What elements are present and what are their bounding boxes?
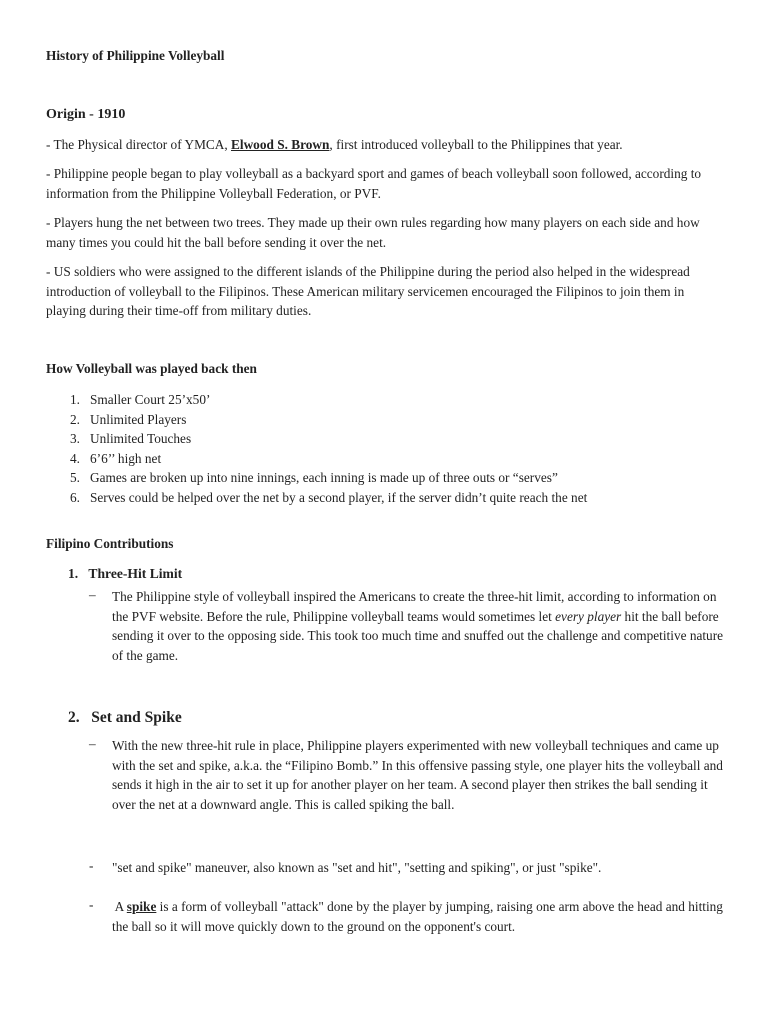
list-number: 4. — [70, 450, 80, 466]
contribution-2-bullet-3 — [112, 897, 724, 936]
list-text: 6’6’’ high net — [90, 450, 162, 466]
played-list — [46, 390, 726, 507]
list-number: 6. — [70, 489, 80, 505]
origin-paragraph-3: - Players hung the net between two trees. They made up their own rules regarding how many players on each side and how many times you could hit the ball before sending it over the net. — [46, 215, 700, 250]
spike-term: spike — [126, 899, 157, 914]
list-number: 5. — [70, 470, 80, 485]
contribution-1-text — [112, 587, 724, 665]
list-number: 3. — [70, 431, 80, 446]
elwood-brown-name: Elwood S. Brown — [231, 137, 330, 152]
dash-marker: – — [89, 736, 96, 751]
list-item — [46, 449, 726, 469]
dash-marker: – — [89, 587, 96, 602]
contribution-2-title: Set and Spike — [91, 709, 182, 726]
list-text: Smaller Court 25’x50’ — [90, 392, 211, 407]
contribution-1-heading — [68, 566, 182, 582]
dash-marker: - — [89, 897, 94, 912]
contributions-heading: Filipino Contributions — [46, 536, 174, 551]
list-item — [46, 488, 726, 508]
b3-before: A — [112, 899, 127, 914]
list-item — [46, 410, 726, 430]
origin-paragraph-2: - Philippine people began to play volleyball as a backyard sport and games of beach volleyball soon followed, according to information from the Philippine Volleyball Federation, or PVF. — [46, 166, 702, 201]
c1-text-before: The Philippine style of volleyball inspired the Americans to create the three-hit limit, according to information on the PVF website. Before the rule, Philippine volleyball teams would sometimes let — [112, 589, 717, 624]
origin-p1-before: - The Physical director of YMCA, — [46, 137, 232, 152]
list-number: 2. — [70, 411, 80, 427]
contribution-1-number: 1. — [68, 566, 79, 581]
played-heading: How Volleyball was played back then — [46, 361, 257, 376]
origin-heading: Origin - 1910 — [46, 107, 126, 122]
list-text: Games are broken up into nine innings, each inning is made up of three outs or “serves” — [90, 470, 558, 485]
list-text: Serves could be helped over the net by a second player, if the server didn’t quite reach the net — [90, 489, 588, 505]
contribution-2-bullet-2: "set and spike" maneuver, also known as "set and hit", "setting and spiking", or just "spike". — [112, 860, 602, 875]
origin-p1-after: , first introduced volleyball to the Philippines that year. — [329, 137, 623, 152]
c1-text-after: hit the ball before sending it over to the opposing side. This took too much time and snuffed out the challenge and competitive nature of the game. — [112, 608, 724, 663]
list-item — [46, 390, 726, 410]
contribution-2-number: 2. — [68, 709, 80, 726]
b3-after: is a form of volleyball "attack" done by the player by jumping, raising one arm above the head and hitting the ball so it will move quickly down to the ground on the opponent's court. — [112, 899, 723, 934]
list-number: 1. — [70, 392, 80, 407]
contribution-2-bullet-1: With the new three-hit rule in place, Philippine players experimented with new volleyball techniques and came up with the set and spike, a.k.a. the “Filipino Bomb.” In this offensive passing style, one player hits the volleyball and sends it high in the air to set it up for another player on her team. A second player then strikes the ball sending it over the net at a downward angle. This is called spiking the ball. — [112, 738, 723, 812]
contribution-1-title: Three-Hit Limit — [88, 566, 183, 581]
dash-marker: - — [89, 858, 94, 873]
contribution-2-heading — [68, 709, 182, 727]
list-text: Unlimited Players — [90, 411, 187, 427]
origin-paragraph-4: - US soldiers who were assigned to the different islands of the Philippine during the period also helped in the widespread introduction of volleyball to the Filipinos. These American military servicemen encouraged the Filipinos to join them in playing during their time-off from military duties. — [46, 264, 690, 319]
list-item — [46, 468, 726, 488]
every-player-emphasis: every player — [555, 608, 622, 624]
origin-paragraph-1 — [46, 135, 718, 155]
list-text: Unlimited Touches — [90, 431, 192, 446]
document-title: History of Philippine Volleyball — [46, 48, 225, 63]
list-item — [46, 429, 726, 449]
